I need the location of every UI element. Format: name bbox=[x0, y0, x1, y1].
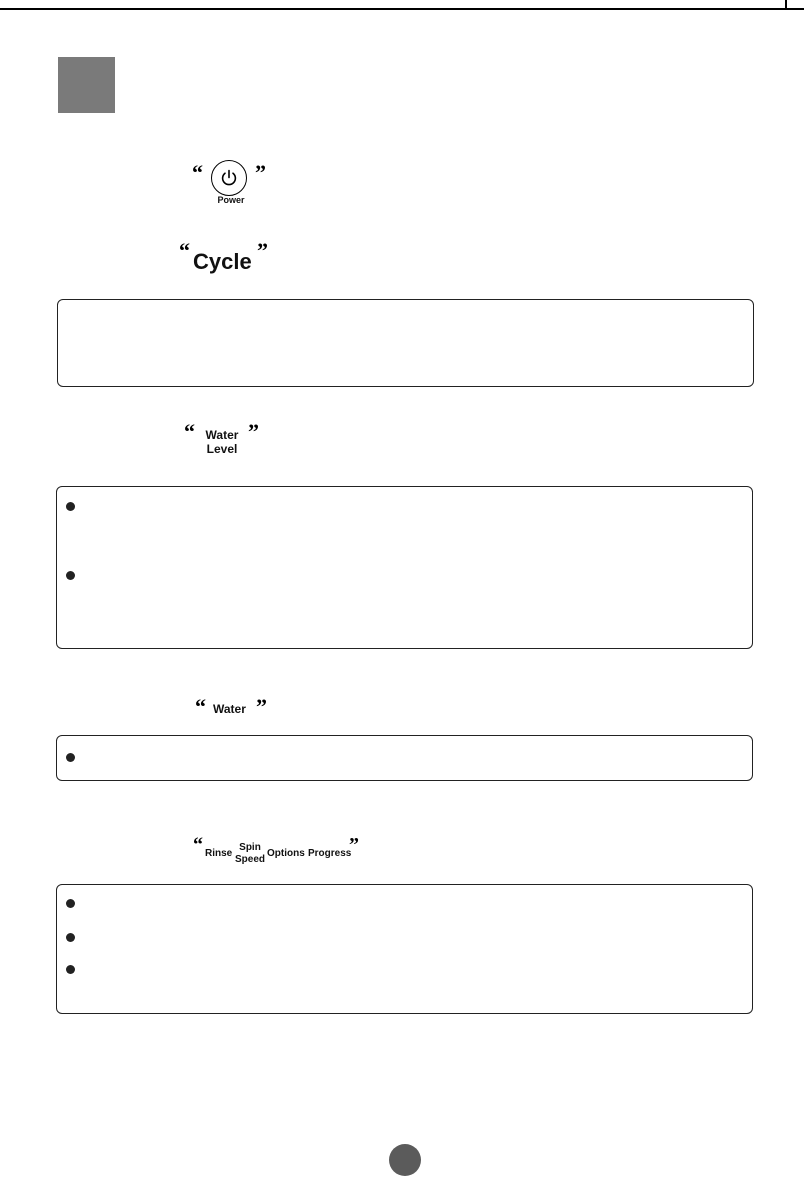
bullet bbox=[66, 502, 75, 511]
quote-close: ” bbox=[248, 419, 259, 444]
quote-open: “ bbox=[193, 834, 203, 856]
bullet bbox=[66, 899, 75, 908]
power-label: Power bbox=[217, 195, 245, 205]
quote-open: “ bbox=[179, 238, 190, 263]
water-level-info-box bbox=[56, 486, 753, 649]
bullet bbox=[66, 965, 75, 974]
cycle-info-box bbox=[57, 299, 754, 387]
spin-speed-line1: Spin bbox=[239, 842, 261, 853]
bullet bbox=[66, 753, 75, 762]
top-rule bbox=[0, 8, 804, 10]
quote-close: ” bbox=[255, 160, 266, 185]
bullet bbox=[66, 933, 75, 942]
quote-open: “ bbox=[192, 160, 203, 185]
water-button-label[interactable]: Water bbox=[213, 702, 246, 716]
rinse-spin-info-box bbox=[56, 884, 753, 1014]
quote-close: ” bbox=[256, 694, 267, 719]
spin-speed-line2: Speed bbox=[234, 854, 265, 865]
water-info-box bbox=[56, 735, 753, 781]
power-icon bbox=[211, 160, 247, 196]
rinse-button-label[interactable]: Rinse bbox=[205, 848, 233, 859]
power-button[interactable] bbox=[207, 158, 255, 206]
cycle-button-label[interactable]: Cycle bbox=[193, 249, 252, 274]
section-marker bbox=[58, 57, 115, 113]
quote-open: “ bbox=[195, 694, 206, 719]
water-level-line2: Level bbox=[206, 442, 238, 456]
quote-close: ” bbox=[257, 238, 268, 263]
water-level-line1: Water bbox=[205, 428, 239, 442]
spin-speed-button-label[interactable] bbox=[233, 842, 267, 866]
quote-close: ” bbox=[349, 834, 359, 856]
quote-open: “ bbox=[184, 419, 195, 444]
bullet bbox=[66, 571, 75, 580]
options-button-label[interactable]: Options bbox=[267, 848, 305, 859]
progress-button-label[interactable]: Progress bbox=[308, 848, 352, 859]
page-number-dot bbox=[389, 1144, 421, 1176]
top-rule-end bbox=[785, 0, 787, 10]
water-level-button-label[interactable] bbox=[199, 428, 245, 456]
